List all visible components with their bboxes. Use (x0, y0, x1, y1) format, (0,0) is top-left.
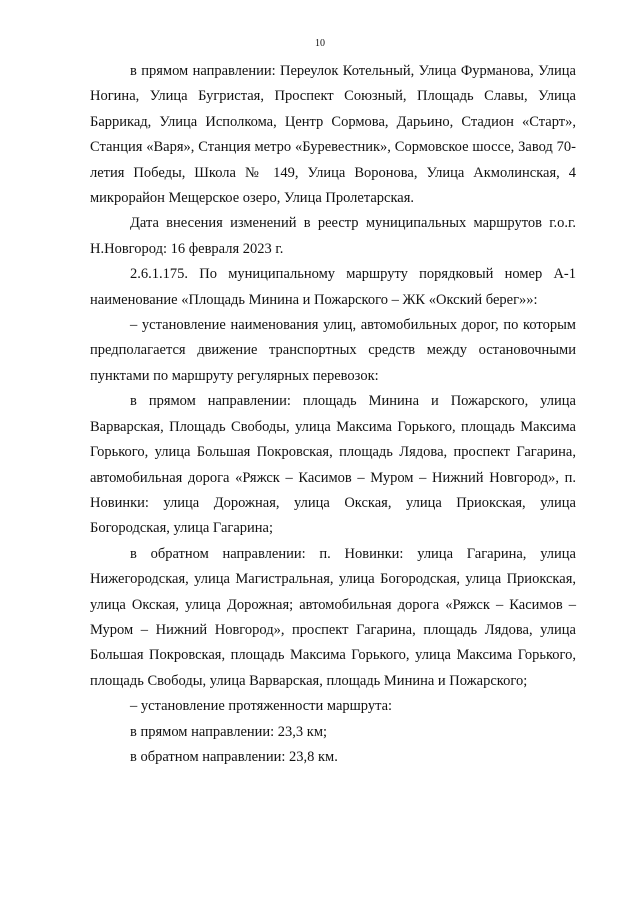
paragraph-forward-length: в прямом направлении: 23,3 км; (130, 723, 328, 740)
paragraph-route-a1-heading: 2.6.1.175. По муниципальному маршруту порядковый номер А-1 наименование «Площадь Минина и Пожарского – ЖК «Окский берег»»: (90, 266, 576, 308)
page-number: 10 (315, 38, 325, 49)
paragraph-reverse-direction-streets: в обратном направлении: п. Новинки: улица Гагарина, улица Нижегородская, улица Магистральная, улица Богородская, улица Приокская, улица Окская, улица Дорожная; автомобильная дорога «Ряжск – Касимов – Муром – Нижний Новгород», проспект Гагарина, площадь Лядова, улица Большая Покровская, площадь Максима Горького, улица Максима Горького, площадь Свободы, улица Варварская, площадь Минина и Пожарского; (90, 545, 576, 689)
document-body (90, 59, 576, 770)
paragraph-forward-route-stops: в прямом направлении: Переулок Котельный, Улица Фурманова, Улица Ногина, Улица Бугристая, Проспект Союзный, Площадь Славы, Улица Баррикад, Улица Исполкома, Центр Сормова, Дарьино, Стадион «Старт», Станция «Варя», Станция метро «Буревестник», Сормовское шоссе, Завод 70-летия Победы, Школа № 149, Улица Воронова, Улица Акмолинская, 4 микрорайон Мещерское озеро, Улица Пролетарская. (90, 63, 576, 207)
paragraph-forward-direction-streets: в прямом направлении: площадь Минина и Пожарского, улица Варварская, Площадь Свободы, улица Максима Горького, площадь Максима Горького, улица Большая Покровская, площадь Лядова, проспект Гагарина, автомобильная дорога «Ряжск – Касимов – Муром – Нижний Новгород», п. Новинки: улица Дорожная, улица Окская, улица Приокская, улица Богородская, улица Гагарина; (90, 393, 576, 537)
paragraph-route-length-heading: – установление протяженности маршрута: (130, 698, 393, 715)
paragraph-streets-definition: – установление наименования улиц, автомобильных дорог, по которым предполагается движение транспортных средств между остановочными пунктами по маршруту регулярных перевозок: (90, 317, 576, 384)
paragraph-registry-date: Дата внесения изменений в реестр муниципальных маршрутов г.о.г. Н.Новгород: 16 февраля 2023 г. (90, 215, 576, 257)
paragraph-reverse-length: в обратном направлении: 23,8 км. (130, 748, 338, 765)
